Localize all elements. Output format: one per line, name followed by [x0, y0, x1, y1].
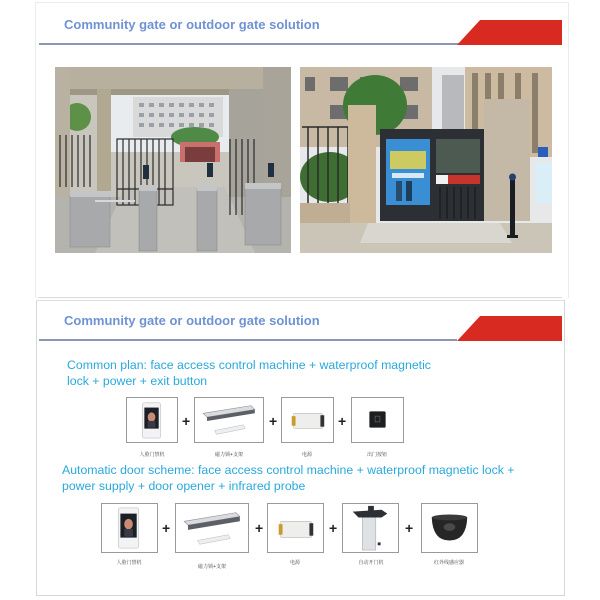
common-plan-line-2: lock + power + exit button [67, 373, 208, 388]
exit-button-icon [351, 397, 404, 443]
red-accent-banner [457, 316, 562, 341]
header-underline [39, 43, 459, 45]
item-label: 磁力锁+支架 [215, 452, 243, 458]
section-divider [38, 297, 562, 298]
automatic-scheme-description [62, 463, 514, 494]
red-accent-banner [457, 20, 562, 45]
plus-separator: + [405, 520, 414, 536]
section-header [39, 15, 562, 45]
automatic-scheme-line-2: power supply + door opener + infrared probe [62, 478, 306, 493]
door-opener-icon [342, 503, 399, 553]
common-plan-line-1: Common plan: face access control machine + waterproof magnetic [67, 358, 431, 372]
bottom-solution-panel [36, 300, 565, 596]
plus-separator: + [255, 520, 264, 536]
pedestrian-turnstile-gate-photo [55, 67, 291, 253]
item-label: 人脸门禁机 [139, 452, 165, 458]
power-supply-icon [267, 503, 324, 553]
common-plan-description [67, 358, 431, 389]
automatic-scheme-line-1: Automatic door scheme: face access control machine + waterproof magnetic lock + [62, 463, 515, 477]
item-label: 出门按钮 [366, 452, 388, 458]
header-underline [39, 339, 457, 341]
section-title: Community gate or outdoor gate solution [64, 17, 320, 32]
face-terminal-icon [101, 503, 158, 553]
item-label: 电源 [301, 452, 313, 458]
plus-separator: + [338, 413, 347, 429]
top-solution-panel [35, 2, 569, 298]
item-label: 自动开门机 [358, 560, 384, 566]
section-title: Community gate or outdoor gate solution [64, 313, 320, 328]
magnetic-lock-icon [194, 397, 264, 443]
plus-separator: + [182, 413, 191, 429]
item-label: 人脸门禁机 [116, 560, 142, 566]
magnetic-lock-icon [175, 503, 249, 553]
plus-separator: + [162, 520, 171, 536]
power-supply-icon [281, 397, 334, 443]
face-terminal-icon [126, 397, 178, 443]
item-label: 磁力锁+支架 [198, 564, 226, 570]
infrared-sensor-icon [421, 503, 478, 553]
item-label: 电源 [289, 560, 301, 566]
plus-separator: + [329, 520, 338, 536]
section-header [39, 311, 562, 341]
sliding-outdoor-gate-photo [300, 67, 552, 253]
item-label: 红外线感应器 [433, 560, 465, 566]
plus-separator: + [269, 413, 278, 429]
